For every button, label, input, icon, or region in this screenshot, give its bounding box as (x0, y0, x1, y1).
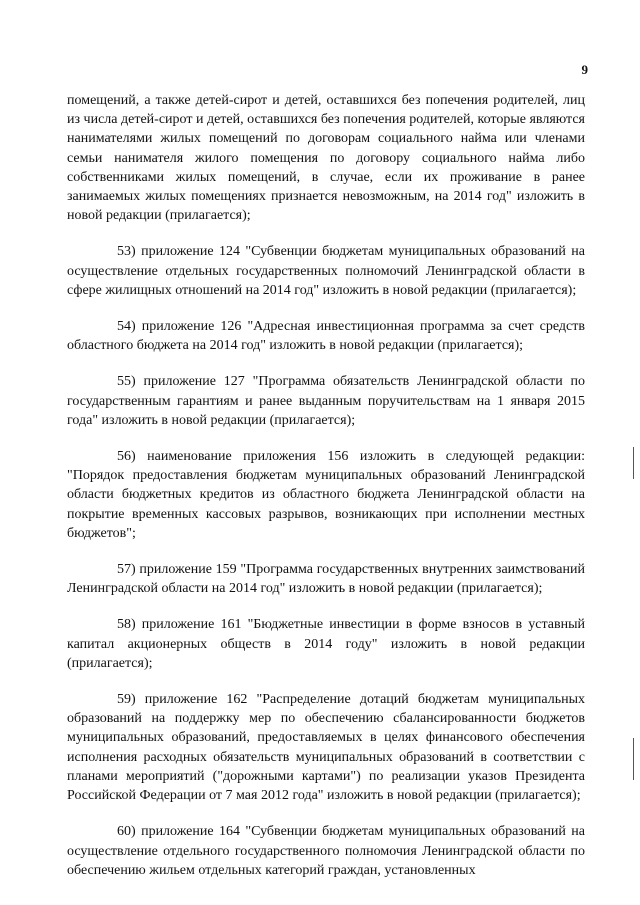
document-body (67, 91, 585, 897)
paragraph-item-58: 58) приложение 161 "Бюджетные инвестиции в форме взносов в уставный капитал акционерных обществ в 2014 году" изложить в новой редакции (прилагается); (67, 617, 585, 671)
paragraph-item-56: 56) наименование приложения 156 изложить в следующей редакции: "Порядок предоставления бюджетам муниципальных образований Ленинградской области бюджетных кредитов из областного бюджета Ленинградской области на покрытие временных кассовых разрывов, возникающих при исполнении местных бюджетов"; (67, 449, 585, 541)
paragraph-item-59: 59) приложение 162 "Распределение дотаций бюджетам муниципальных образований на поддержку мер по обеспечению сбалансированности бюджетов муниципальных образований, предоставляемых в целях финансового обеспечения исполнения расходных обязательств муниципальных образований в соответствии с планами мероприятий ("дорожными картами") по реализации указов Президента Российской Федерации от 7 мая 2012 года" изложить в новой редакции (прилагается); (67, 692, 585, 804)
scan-edge-mark (633, 738, 634, 780)
paragraph-item-60: 60) приложение 164 "Субвенции бюджетам муниципальных образований на осуществление отдельного государственного полномочия Ленинградской области по обеспечению жильем отдельных категорий граждан, установленных (67, 824, 585, 878)
page-number: 9 (581, 62, 588, 77)
paragraph-item-55: 55) приложение 127 "Программа обязательств Ленинградской области по государственным гарантиям и ранее выданным поручительствам на 1 января 2015 года" изложить в новой редакции (прилагается); (67, 374, 585, 428)
paragraph-continuation: помещений, а также детей-сирот и детей, оставшихся без попечения родителей, лиц из числа детей-сирот и детей, оставшихся без попечения родителей, которые являются нанимателями жилых помещений по договорам социального найма или членами семьи нанимателя жилого помещения по договору социального найма либо собственниками жилых помещений, в случае, если их проживание в ранее занимаемых жилых помещениях признается невозможным, на 2014 год" изложить в новой редакции (прилагается); (67, 93, 585, 224)
paragraph-item-54: 54) приложение 126 "Адресная инвестиционная программа за счет средств областного бюджета на 2014 год" изложить в новой редакции (прилагается); (67, 319, 585, 354)
paragraph-item-57: 57) приложение 159 "Программа государственных внутренних заимствований Ленинградской области на 2014 год" изложить в новой редакции (прилагается); (67, 562, 585, 597)
scan-edge-mark (633, 447, 634, 479)
paragraph-item-53: 53) приложение 124 "Субвенции бюджетам муниципальных образований на осуществление отдельных государственных полномочий Ленинградской области в сфере жилищных отношений на 2014 год" изложить в новой редакции (прилагается); (67, 244, 585, 298)
